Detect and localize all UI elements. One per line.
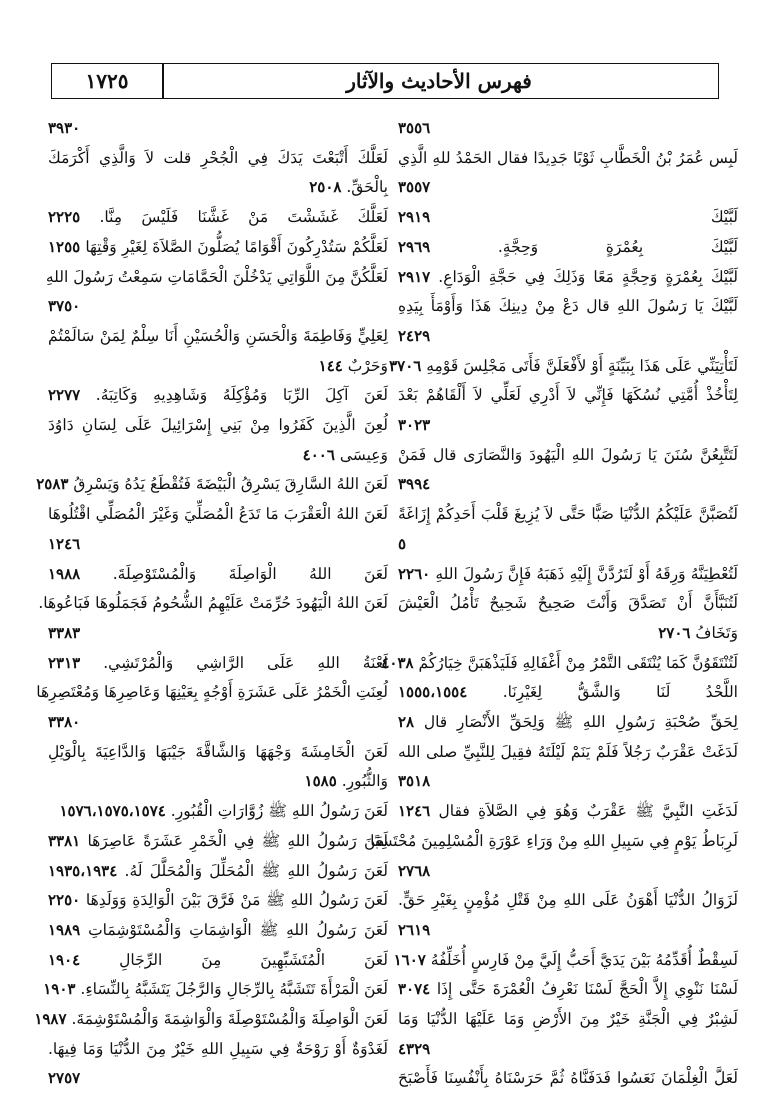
index-reference-number: ٣٩٣٠ <box>48 119 81 137</box>
index-reference-number: ١٢٤٦ <box>48 534 81 553</box>
index-entry-line <box>398 559 738 589</box>
page-header <box>51 63 719 99</box>
entry-text: لِعَلِيٍّ وَفَاطِمَةَ وَالْحَسَنِ وَالْحُسَيْنِ أَنَا سِلْمٌ لِمَنْ سَالَمْتُمْ <box>48 326 388 345</box>
index-entry-line <box>48 826 388 856</box>
index-entry-line <box>48 172 388 202</box>
entry-reference-number: ١٤٤ <box>318 356 343 375</box>
right-column <box>370 113 738 1093</box>
entry-reference-number: ١٥٥٥،١٥٥٤ <box>398 683 468 702</box>
index-entry-line <box>48 766 388 796</box>
index-reference-number: ٣٥٥٦ <box>398 119 431 137</box>
entry-reference-number: ٢٩١٧ <box>398 267 431 286</box>
entry-text: لَزَوَالُ الدُّنْيَا أَهْوَنُ عَلَى اللهِ مِنْ قَتْلِ مُؤْمِنٍ بِغَيْرِ حَقٍّ. <box>398 891 738 910</box>
index-entry-line <box>48 499 388 529</box>
entry-text: لَعْنَةُ اللهِ عَلَى الرَّاشِي وَالْمُرْتَشِي. <box>103 653 388 672</box>
entry-text: لَبَّيْكَ <box>710 208 738 227</box>
entry-reference-number: ١٩٠٤ <box>48 950 81 969</box>
index-reference-number: ٥ <box>398 534 407 553</box>
entry-text: لَعَنَ اللهُ السَّارِقَ يَسْرِقُ الْبَيْضَةَ فَتُقْطَعُ يَدُهُ وَيَسْرِقُ <box>73 475 388 494</box>
entry-text: لَعَنَ الْوَاصِلَةَ وَالْمُسْتَوْصِلَةَ وَالْوَاشِمَةَ وَالْمُسْتَوْشِمَةَ. <box>71 1010 388 1028</box>
index-entry-line <box>370 826 738 856</box>
index-entry-line <box>381 648 738 678</box>
index-entry-line <box>398 618 738 648</box>
index-entry-line <box>393 945 738 975</box>
entry-text: لَتُنْتَقَوُنَّ كَمَا يُنْتَقَى التَّمْرُ مِنْ أَغْفَالِهِ فَلَيَذْهَبَنَّ خِيَارُكُمْ <box>418 653 738 672</box>
entry-reference-number: ٤٠٣٨ <box>381 653 414 672</box>
entry-reference-number: ٣٠٧٤ <box>398 980 431 999</box>
index-reference-number: ٣٧٥٠ <box>48 297 81 316</box>
index-entry-line <box>398 440 738 470</box>
index-entry-line <box>48 559 388 589</box>
entry-reference-number: ١٢٥٥ <box>48 237 81 256</box>
index-entry-line <box>48 737 388 767</box>
entry-text: لَعَلَّكَ غَشَشْتَ مَنْ غَشَّنَا فَلَيْسَ مِنَّا. <box>99 208 388 227</box>
entry-text: اللَّحْدُ لَنَا وَالشَّقُّ لِغَيْرِنَا. <box>502 683 738 702</box>
index-entry-line <box>34 1004 388 1034</box>
entry-reference-number: ٢٢٧٧ <box>48 386 81 405</box>
index-entry-line <box>48 915 388 945</box>
index-entry-line <box>48 202 388 232</box>
entry-text: لَشِبْرٌ فِي الْجَنَّةِ خَيْرٌ مِنَ الأَرْضِ وَمَا عَلَيْهَا الدُّنْيَا وَمَا <box>398 1010 738 1028</box>
index-entry-line <box>36 677 388 707</box>
entry-text: لَعَنَ رَسُولُ اللهِ ﷺ فِي الْخَمْرِ عَشَرَةً عَاصِرَهَا <box>87 831 388 850</box>
entry-text: لِحَقِّ صُحْبَةِ رَسُولِ اللهِ ﷺ وَلِحَقِّ الأَنْصَارِ قال <box>423 713 738 731</box>
index-entry-line <box>48 321 388 351</box>
index-reference-number: ٣٥٥٧ <box>398 178 431 197</box>
index-reference-number: ٣٣٨٣ <box>48 623 81 642</box>
index-entry-line <box>398 588 738 618</box>
index-entry-line <box>48 232 388 262</box>
index-reference-number: ٣٩٩٤ <box>398 475 431 494</box>
entry-text: لَبَّيْكَ بِعُمْرَةٍ وَحِجَّةٍ مَعًا وَذَلِكَ فِي حَجَّةِ الْوَدَاعِ. <box>438 267 738 286</box>
entry-text: وَتَخَافُ <box>695 623 738 642</box>
index-entry-line <box>48 856 388 886</box>
index-reference-number: ٢٧٦٨ <box>398 861 431 880</box>
entry-reference-number: ٤٠٠٦ <box>302 445 335 464</box>
entry-reference-number: ٢٢٥٠ <box>48 891 81 910</box>
entry-reference-number: ١٩٨٧ <box>34 1010 67 1028</box>
entry-text: لَعَلَّ الْغِلْمَانَ نَعَسُوا فَدَفَنَّاهُ ثُمَّ حَرَسْنَاهُ بِأَنْفُسِنَا فَأَصْبَحَ <box>398 1069 738 1088</box>
entry-text: لَدَغَتْ عَقْرَبٌ رَجُلاً فَلَمْ يَنَمْ لَيْلَتَهُ فقِيلَ لِلنَّبِيِّ صلى الله <box>398 742 738 761</box>
entry-text: لَبَّيْكَ يَا رَسُولَ اللهِ قال دَعْ مِنْ دِينِكَ هَذَا وَأَوْمَأَ بِيَدِهِ <box>398 297 738 316</box>
index-entry-line <box>48 945 388 975</box>
index-entry-line <box>398 291 738 321</box>
index-reference-number: ٣٥١٨ <box>398 772 431 791</box>
entry-reference-number: ١٩٨٨ <box>48 564 81 583</box>
entry-text: لَبِس عُمَرُ بْنُ الْخَطَّابِ ثَوْبًا جَدِيدًا فقال الحَمْدُ للهِ الَّذِي <box>398 148 738 167</box>
entry-reference-number: ١٩٣٥،١٩٣٤ <box>48 861 118 880</box>
entry-text: لَتَتَّبِعُنَّ سُنَنَ يَا رَسُولَ اللهِ الْيَهُودَ وَالنَّصَارَى قال فَمَنْ <box>398 445 738 464</box>
index-entry-line <box>398 1063 738 1093</box>
entry-reference-number: ٢٣١٣ <box>48 653 81 672</box>
entry-text: لَسِقْطٌ أُقَدِّمُهُ بَيْنَ يَدَيَّ أَحَبُّ إِلَيَّ مِنْ فَارِسٍ أُخَلِّفُهُ <box>430 950 738 969</box>
index-reference-number: ٢٦١٩ <box>398 920 431 939</box>
entry-text: لَتُعْطِيَنَّهُ وَرِقَهُ أَوْ لَتَرُدَّنَّ إِلَيْهِ ذَهَبَهُ فَإِنَّ رَسُولَ اللهِ <box>435 564 738 583</box>
index-entry-line <box>48 796 388 826</box>
index-entry-line <box>398 499 738 529</box>
entry-text: لَعَنَ آكِلَ الرِّبَا وَمُؤْكِلَهُ وَشَاهِدِيهِ وَكَاتِبَهُ. <box>95 386 388 405</box>
entry-text: بِالْحَقِّ. <box>346 178 388 197</box>
index-entry-line <box>43 974 388 1004</box>
index-entry-line <box>398 796 738 826</box>
entry-reference-number: ٢٢٢٥ <box>48 208 81 227</box>
index-entry-line <box>48 648 388 678</box>
entry-text: لَعَنَ رَسُولُ اللهِ ﷺ الْمُحَلِّلَ وَالْمُحَلَّلَ لَهُ. <box>124 861 388 880</box>
entry-text: وَالثُّبُورِ. <box>341 772 388 791</box>
entry-text: لُعِنَتِ الْخَمْرُ عَلَى عَشَرَةِ أَوْجُهٍ بِعَيْنِهَا وَعَاصِرِهَا وَمُعْتَصِرِهَا <box>36 683 388 702</box>
entry-text: لُعِنَ الَّذِينَ كَفَرُوا مِنْ بَنِي إِسْرَائِيلَ عَلَى لِسَانِ دَاوُدَ <box>48 416 388 434</box>
entry-text: لَعَنَ اللهُ الْعَقْرَبَ مَا تَدَعُ الْمُصَلِّيَ وَغَيْرَ الْمُصَلِّي اقْتُلُوهَا <box>48 505 388 524</box>
entry-text: لَعَلَّكُنَّ مِنَ اللَّوَاتِي يَدْخُلْنَ الْحَمَّامَاتِ سَمِعْتُ رَسُولَ اللهِ <box>45 267 388 286</box>
entry-text: وَحَرْبٌ <box>347 356 388 375</box>
page-number: ١٧٢٥ <box>85 69 129 93</box>
entry-text: لَعَنَ رَسُولُ اللهِ ﷺ زُوَّارَاتِ الْقُبُورِ. <box>170 802 388 821</box>
page-title: فهرس الأحاديث والآثار <box>346 69 532 93</box>
index-entry-line <box>398 677 738 707</box>
entry-text: لِتَأْخُذْ أُمَّتِي نُسُكَهَا فَإِنِّي لاَ أَدْرِي لَعَلِّي لاَ أَلْقَاهُمْ بَعْدَ <box>398 386 738 405</box>
index-reference-number: ٤٣٢٩ <box>398 1039 431 1058</box>
entry-text: وَعِيسَى <box>339 445 388 464</box>
entry-text: لَرِبَاطُ يَوْمٍ فِي سَبِيلِ اللهِ مِنْ وَرَاءِ عَوْرَةِ الْمُسْلِمِينَ مُحْتَسِبًا <box>370 831 738 850</box>
index-entry-line <box>398 380 738 410</box>
entry-text: لَدَغَتِ النَّبِيَّ ﷺ عَقْرَبٌ وَهُوَ فِي الصَّلاَةِ فقال <box>438 802 738 821</box>
entry-text: لَتَأْتِيَنِّي عَلَى هَذَا بِبَيِّنَةٍ أَوْ لأَفْعَلَنَّ فَأَتَى مَجْلِسَ قَوْمِهِ <box>426 356 738 375</box>
entry-reference-number: ٢٩٦٩ <box>398 237 431 256</box>
entry-text: لَسْنَا نَنْوِي إِلاَّ الْحَجَّ لَسْنَا نَعْرِفُ الْعُمْرَةَ حَتَّى إِذَا <box>436 980 738 999</box>
index-reference-number: ٣٣٨٠ <box>48 713 81 731</box>
index-entry-line <box>398 143 738 173</box>
entry-text: لَعَنَ الْمَرْأَةَ تَتَشَبَّهُ بِالرِّجَالِ وَالرَّجُلَ يَتَشَبَّهُ بِالنِّسَاءِ. <box>80 980 388 999</box>
entry-text: لَعَنَ اللهُ الْوَاصِلَةَ وَالْمُسْتَوْصِلَةَ. <box>112 564 388 583</box>
entry-text: لَغَدْوَةٌ أَوْ رَوْحَةٌ فِي سَبِيلِ اللهِ خَيْرٌ مِنَ الدُّنْيَا وَمَا فِيهَا. <box>48 1039 388 1058</box>
entry-reference-number: ١٩٠٣ <box>43 980 76 999</box>
entry-reference-number: ١٥٨٥ <box>304 772 337 791</box>
index-entry-line <box>398 707 738 737</box>
index-entry-line <box>36 469 388 499</box>
index-entry-line <box>38 588 388 618</box>
index-reference-number: ٣٠٢٣ <box>398 416 431 434</box>
entry-reference-number: ٢٥٠٨ <box>309 178 342 197</box>
entry-reference-number: ٢٨ <box>398 713 415 731</box>
entry-text: لَعَنَ اللهُ الْيَهُودَ حُرِّمَتْ عَلَيْهِمُ الشُّحُومُ فَجَمَلُوهَا فَبَاعُوهَا. <box>38 594 388 613</box>
index-entry-line <box>398 232 738 262</box>
index-entry-line <box>398 262 738 292</box>
entry-text: لَعَنَ الْمُتَشَبِّهِينَ مِنَ الرِّجَالِ <box>119 950 388 969</box>
index-reference-number: ٢٧٥٧ <box>48 1069 81 1088</box>
entry-reference-number: ١٢٤٦ <box>398 802 431 821</box>
entry-reference-number: ١٦٠٧ <box>393 950 426 969</box>
entry-text: لَعَلَّكَ أَتْبَعْتَ يَدَكَ فِي الْجُحْرِ قلت لاَ وَالَّذِي أَكْرَمَكَ <box>48 148 388 167</box>
index-entry-line <box>398 1004 738 1034</box>
entry-text: لَتُصَبَّنَّ عَلَيْكُمُ الدُّنْيَا صَبًّا حَتَّى لاَ يُزِيغَ قَلْبَ أَحَدِكُمْ إِزَاغَةً <box>398 505 738 524</box>
index-entry-line <box>48 380 388 410</box>
entry-text: لَبَّيْكَ بِعُمْرَةٍ وَحِجَّةٍ. <box>497 237 738 256</box>
entry-reference-number: ٣٣٨١ <box>48 831 81 850</box>
index-entry-line <box>398 885 738 915</box>
entry-reference-number: ٢٥٨٣ <box>36 475 69 494</box>
index-entry-line <box>398 202 738 232</box>
entry-reference-number: ٢٢٦٠ <box>398 564 431 583</box>
index-entry-line <box>398 737 738 767</box>
entry-reference-number: ١٩٨٩ <box>48 920 81 939</box>
entry-text: لَعَنَ رَسُولُ اللهِ ﷺ مَنْ فَرَّقَ بَيْنَ الْوَالِدَةِ وَوَلَدِهَا <box>85 891 388 910</box>
index-entry-line <box>48 440 388 470</box>
entry-text: لَتُنَبَّأَنَّ أَنْ تَصَدَّقَ وَأَنْتَ صَحِيحٌ شَحِيحٌ تَأْمُلُ الْعَيْشَ <box>398 594 738 613</box>
entry-reference-number: ٣٧٠٦ <box>389 356 422 375</box>
entry-reference-number: ٢٧٠٦ <box>658 623 691 642</box>
header-divider <box>162 64 164 98</box>
left-column <box>34 113 388 1093</box>
index-entry-line <box>48 885 388 915</box>
index-entry-line <box>398 974 738 1004</box>
entry-reference-number: ١٥٧٦،١٥٧٥،١٥٧٤ <box>59 802 166 821</box>
index-entry-line <box>48 410 388 440</box>
entry-text: لَعَلَّكُمْ سَتُدْرِكُونَ أَقْوَامًا يُصَلُّونَ الصَّلاَةَ لِغَيْرِ وَقْتِهَا <box>85 237 388 256</box>
index-entry-line <box>389 351 738 381</box>
index-entry-line <box>45 262 388 292</box>
index-entry-line <box>48 1034 388 1064</box>
entry-text: لَعَنَ الْخَامِشَةَ وَجْهَهَا وَالشَّاقَّةَ جَيْبَهَا وَالدَّاعِيَةَ بِالْوَيْلِ <box>48 742 388 761</box>
index-entry-line <box>48 143 388 173</box>
entry-text: لَعَنَ رَسُولُ اللهِ ﷺ الْوَاشِمَاتِ وَالْمُسْتَوْشِمَاتِ <box>88 920 388 939</box>
index-reference-number: ٢٤٢٩ <box>398 326 431 345</box>
entry-reference-number: ٢٩١٩ <box>398 208 431 227</box>
index-entry-line <box>48 351 388 381</box>
